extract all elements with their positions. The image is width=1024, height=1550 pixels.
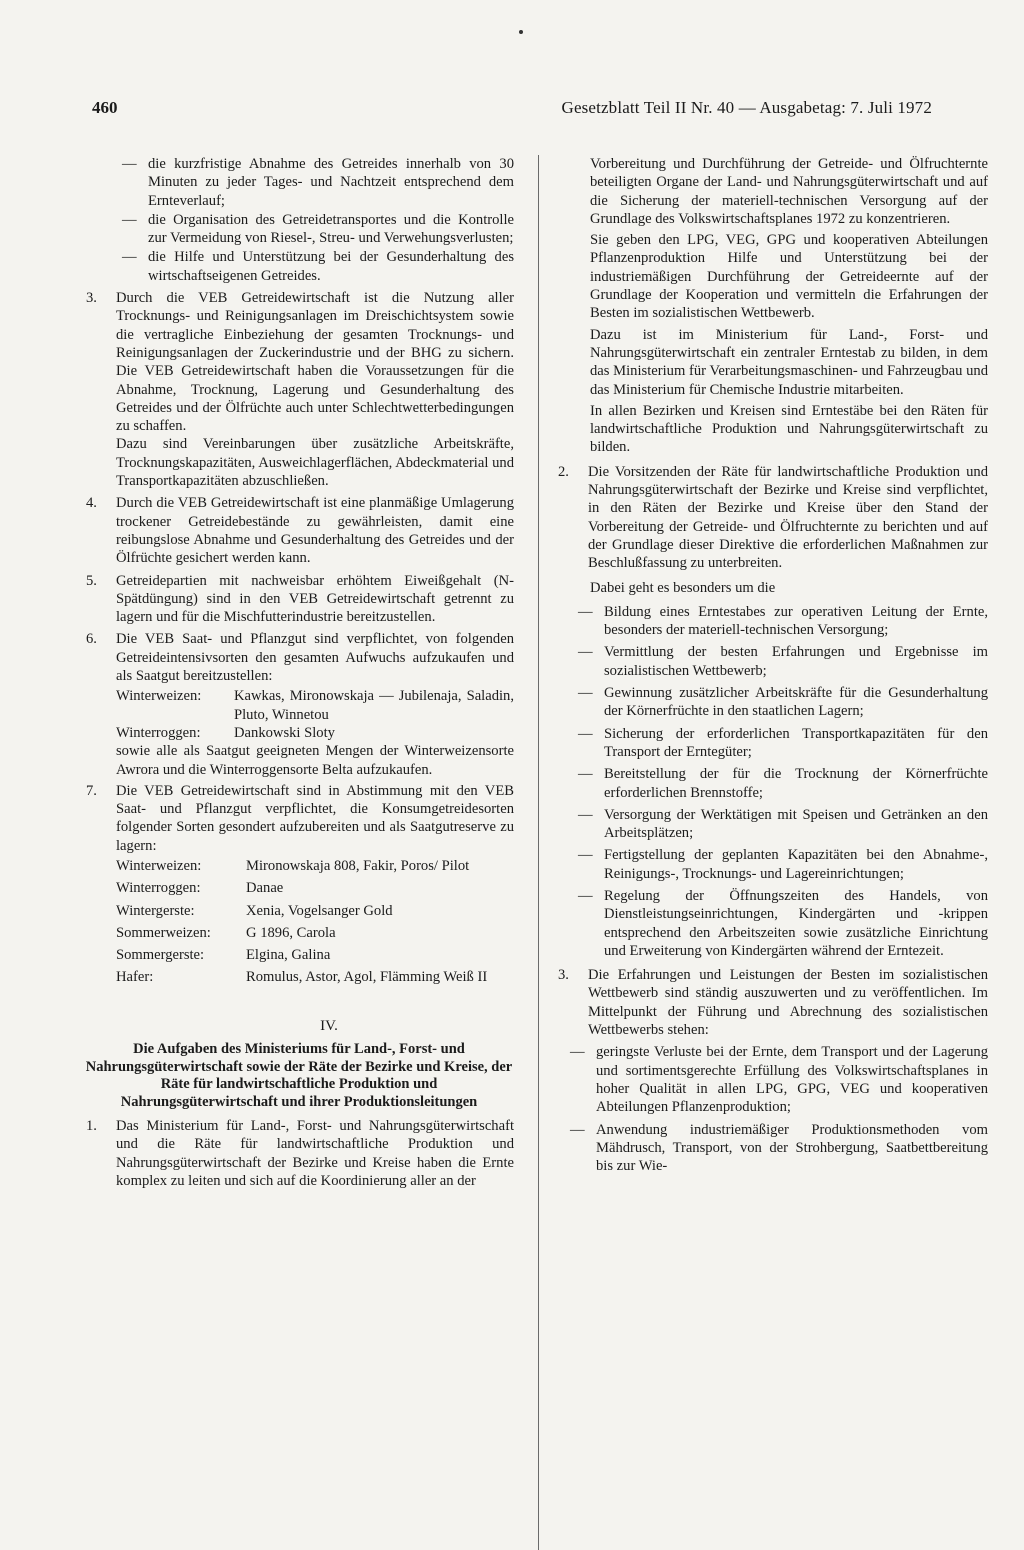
list-item: — Versorgung der Werktätigen mit Speisen und Getränken an den Arbeitsplätzen; <box>578 806 988 843</box>
item-number: 6. <box>86 631 97 648</box>
variety-label: Winterroggen: <box>116 724 201 741</box>
item-number: 7. <box>86 782 97 799</box>
list-item: — Fertigstellung der geplanten Kapazitäten bei den Abnahme-, Reinigungs-, Trocknungs- und Lagereinrichtungen; <box>578 846 988 883</box>
variety-value: Dankowski Sloty <box>234 724 335 741</box>
variety-value: Mironowskaja 808, Fakir, Poros/ Pilot <box>246 857 470 874</box>
paragraph: Vorbereitung und Durchführung der Getreide- und Ölfruchternte beteiligten Organe der Land- und Nahrungsgüterwirtschaft und auf die Sicherung der materiell-technischen Versorgung auf der Grundlage des Volkswirtschaftsplanes 1972 zu konzentrieren. <box>590 156 988 227</box>
list-item: — Regelung der Öffnungszeiten des Handels, von Dienstleistungseinrichtungen, Kindergärten und -krippen entsprechend den Arbeitszeiten sowie zusätzliche Einrichtung und Erweiterung von Kindergärten während der Erntezeit. <box>578 887 988 960</box>
numbered-item-2 <box>556 463 988 573</box>
item-number: 2. <box>558 463 569 480</box>
variety-row <box>116 968 514 986</box>
numbered-item-4 <box>84 494 514 567</box>
list-item: — die kurzfristige Abnahme des Getreides innerhalb von 30 Minuten zu jeder Tages- und Nachtzeit entsprechend dem Ernteverlauf; <box>122 155 514 210</box>
variety-value: Elgina, Galina <box>246 947 331 964</box>
paragraph: sowie alle als Saatgut geeigneten Mengen der Winterweizensorte Awrora und die Winterroggensorte Belta aufzukaufen. <box>116 743 514 778</box>
paragraph: Durch die VEB Getreidewirtschaft ist eine planmäßige Umlagerung trockener Getreidebestände zu gewährleisten, damit eine reibungslose Abnahme und Gesunderhaltung des Getreides und der Ölfrüchte gesichert werden kann. <box>116 495 514 567</box>
variety-row <box>116 902 514 920</box>
item-number: 3. <box>558 967 569 984</box>
item-number: 3. <box>86 290 97 307</box>
numbered-item-7 <box>84 782 514 855</box>
list-item: — Vermittlung der besten Erfahrungen und Ergebnisse im sozialistischen Wettbewerb; <box>578 643 988 680</box>
numbered-item-1 <box>84 1117 514 1190</box>
variety-row <box>116 879 514 897</box>
paragraph: Die Vorsitzenden der Räte für landwirtschaftliche Produktion und Nahrungsgüterwirtschaft der Bezirke und Kreise sind verpflichtet, in den Räten der Bezirke und Kreise über den Stand der Vorbereitung der Getreide- und Ölfruchternte zu berichten und auf der Grundlage dieser Direktive die erforderlichen Maßnahmen zur Beschlußfassung zu unterbreiten. <box>588 463 988 572</box>
list-item: — Bereitstellung der für die Trocknung der Körnerfrüchte erforderlichen Brennstoffe; <box>578 765 988 802</box>
section-number: IV. <box>320 1017 338 1034</box>
left-column <box>84 155 514 1194</box>
list-item: — geringste Verluste bei der Ernte, dem Transport und der Lagerung und sortimentsgerechte Erfüllung des Volkswirtschaftsplanes in hoher Qualität in allen LPG, GPG, VEG und kooperativen Abteilungen Pflanzenproduktion; <box>570 1043 988 1116</box>
list-item: — Sicherung der erforderlichen Transportkapazitäten für den Transport der Erntegüter; <box>578 725 988 762</box>
right-column <box>556 155 988 1179</box>
paragraph: Dazu ist im Ministerium für Land-, Forst- und Nahrungsgüterwirtschaft ein zentraler Erntestab zu bilden, in dem das Ministerium für Verarbeitungsmaschinen- und Fahrzeugbau und das Ministerium für Chemische Industrie mitarbeiten. <box>590 326 988 398</box>
numbered-item-3-right <box>556 966 988 1039</box>
variety-value: Xenia, Vogelsanger Gold <box>246 902 393 919</box>
variety-row <box>116 924 514 942</box>
list-item: — Gewinnung zusätzlicher Arbeitskräfte für die Gesunderhaltung der Körnerfrüchte in den staatlichen Lagern; <box>578 684 988 721</box>
variety-label: Winterroggen: <box>116 880 201 897</box>
variety-label: Sommergerste: <box>116 947 205 964</box>
paragraph: Das Ministerium für Land-, Forst- und Nahrungsgüterwirtschaft und die Räte für landwirtschaftliche Produktion und Nahrungsgüterwirtschaft der Bezirke und Kreise haben die Ernte komplex zu leiten und sich auf die Koordinierung aller an der <box>116 1118 514 1189</box>
section-heading: Die Aufgaben des Ministeriums für Land-, Forst- und Nahrungsgüterwirtschaft sowie der Räte der Bezirke und Kreise, der Räte für landwirtschaftliche Produktion und Nahrungsgüterwirtschaft und ihrer Produktionsleitungen <box>85 1041 513 1110</box>
numbered-item-5 <box>84 572 514 627</box>
list-item: — die Organisation des Getreidetransportes und die Kontrolle zur Vermeidung von Riesel-, Streu- und Verwehungsverlusten; <box>122 211 514 248</box>
paragraph: Die Erfahrungen und Leistungen der Besten im sozialistischen Wettbewerb sind ständig auszuwerten und zu veröffentlichen. Im Mittelpunkt der Führung und Abrechnung des sozialistischen Wettbewerbs stehen: <box>588 967 988 1039</box>
item-number: 1. <box>86 1118 97 1135</box>
column-divider <box>538 155 539 1550</box>
item-number: 4. <box>86 495 97 512</box>
paragraph: Durch die VEB Getreidewirtschaft ist die Nutzung aller Trocknungs- und Reinigungsanlagen im Dreischichtsystem sowie die vertragliche Einbeziehung der gesamten Trocknungs- und Reinigungsanlagen der Zuckerindustrie und der BHG zu sichern. Die VEB Getreidewirtschaft haben die Voraussetzungen für die Abnahme, Trocknung, Lagerung und Gesunderhaltung des Getreides und der Ölfrüchte auch unter Schlechtwetterbedingungen zu schaffen. <box>116 290 514 435</box>
page-number: 460 <box>92 98 118 117</box>
variety-label: Winterweizen: <box>116 857 202 874</box>
variety-label: Wintergerste: <box>116 902 195 919</box>
item-number: 5. <box>86 572 97 589</box>
variety-row <box>116 687 514 724</box>
variety-label: Winterweizen: <box>116 688 202 705</box>
print-speck <box>519 30 523 34</box>
variety-row <box>116 857 514 875</box>
paragraph: Die VEB Getreidewirtschaft sind in Abstimmung mit den VEB Saat- und Pflanzgut verpflichtet, die Konsumgetreidesorten folgender Sorten gesondert aufzubereiten und als Saatgutreserve zu lagern: <box>116 782 514 854</box>
paragraph: Dabei geht es besonders um die <box>590 579 776 596</box>
numbered-item-6 <box>84 630 514 685</box>
variety-row <box>116 724 514 742</box>
running-title: Gesetzblatt Teil II Nr. 40 — Ausgabetag: 7. Juli 1972 <box>561 98 932 117</box>
variety-value: Kawkas, Mironowskaja — Jubilenaja, Saladin, Pluto, Winnetou <box>234 688 514 723</box>
paragraph: Dazu sind Vereinbarungen über zusätzliche Arbeitskräfte, Trocknungskapazitäten, Ausweichlagerflächen, Abdeckmaterial und Transportkapazitäten abzuschließen. <box>116 436 514 490</box>
variety-label: Sommerweizen: <box>116 924 211 941</box>
variety-value: Romulus, Astor, Agol, Flämming Weiß II <box>246 969 488 986</box>
paragraph: Getreidepartien mit nachweisbar erhöhtem Eiweißgehalt (N-Spätdüngung) sind in den VEB Getreidewirtschaft getrennt zu lagern und für die Mischfutterindustrie bereitzustellen. <box>116 572 514 626</box>
list-item: — die Hilfe und Unterstützung bei der Gesunderhaltung des wirtschaftseigenen Getreides. <box>122 248 514 285</box>
variety-value: Danae <box>246 880 284 897</box>
page-header <box>92 98 932 124</box>
numbered-item-3 <box>84 289 514 490</box>
variety-row <box>116 946 514 964</box>
list-item: — Bildung eines Erntestabes zur operativen Leitung der Ernte, besonders der materiell-technischen Versorgung; <box>578 603 988 640</box>
paragraph: Sie geben den LPG, VEG, GPG und kooperativen Abteilungen Pflanzenproduktion Hilfe und Unterstützung bei der industriemäßigen Durchführung der Getreideernte auf der Grundlage der Kooperation und vermitteln die Erfahrungen der Besten im sozialistischen Wettbewerb. <box>590 232 988 322</box>
variety-label: Hafer: <box>116 969 154 986</box>
variety-value: G 1896, Carola <box>246 924 336 941</box>
list-item: — Anwendung industriemäßiger Produktionsmethoden vom Mähdrusch, Transport, von der Strohbergung, Saatbettbereitung bis zur Wie- <box>570 1121 988 1176</box>
paragraph: Die VEB Saat- und Pflanzgut sind verpflichtet, von folgenden Getreideintensivsorten den gesamten Aufwuchs aufzukaufen und als Saatgut bereitzustellen: <box>116 631 514 685</box>
paragraph: In allen Bezirken und Kreisen sind Erntestäbe bei den Räten für landwirtschaftliche Produktion und Nahrungsgüterwirtschaft zu bilden. <box>590 402 988 456</box>
